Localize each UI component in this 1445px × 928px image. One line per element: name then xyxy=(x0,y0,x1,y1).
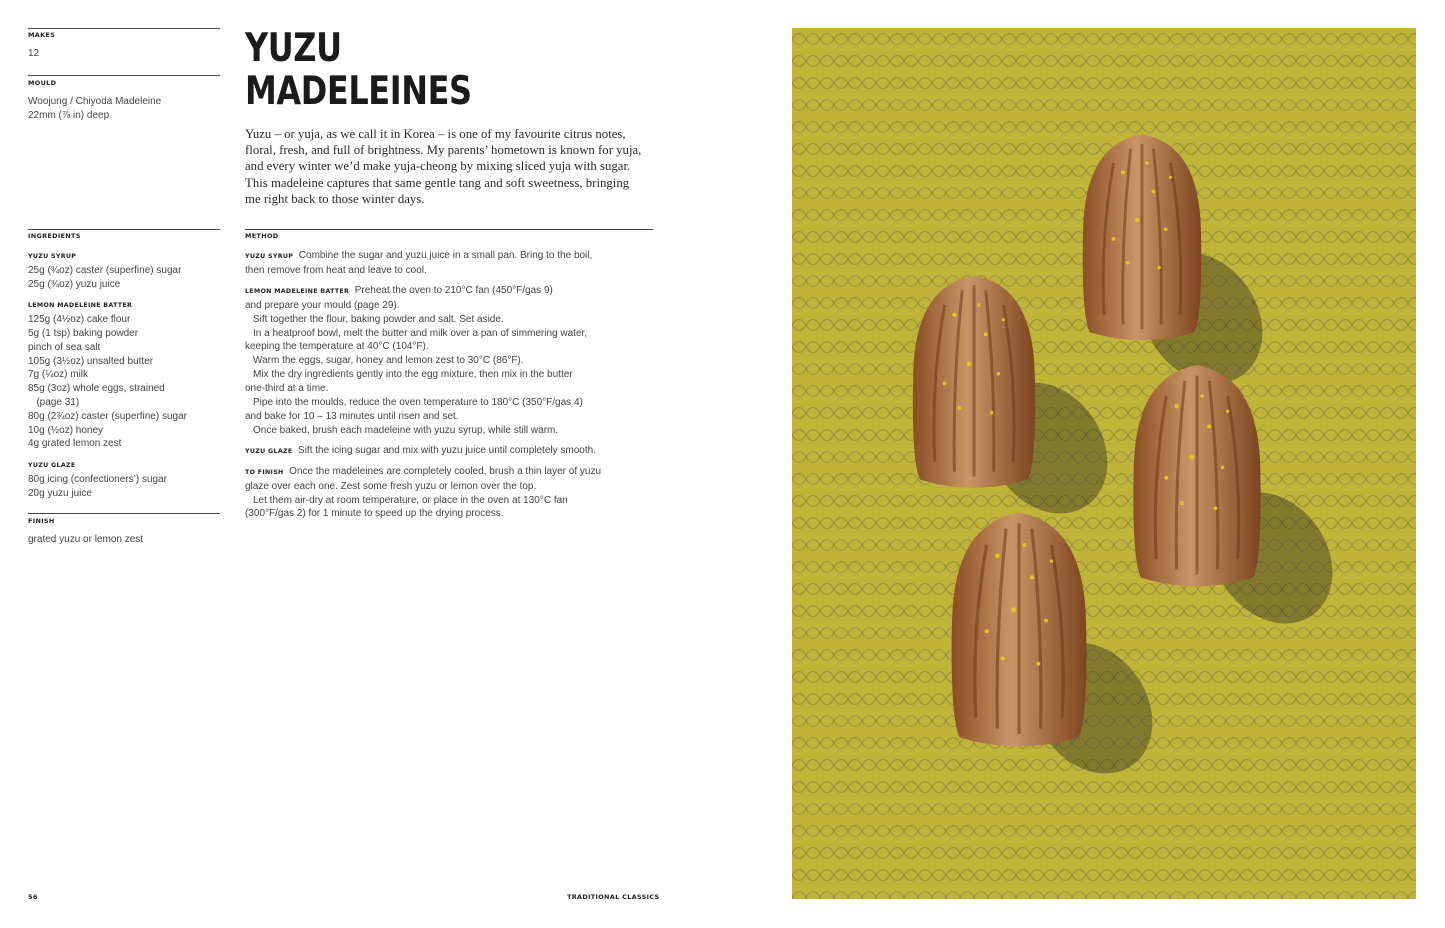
mould-rule xyxy=(28,75,220,76)
ingredient-section-label: YUZU GLAZE xyxy=(28,462,76,470)
step-text: Mix the dry ingredients gently into the egg mixture, then mix in the butter xyxy=(253,369,573,381)
ingredient-item: 5g (1 tsp) baking powder xyxy=(28,327,139,339)
step-label: TO FINISH xyxy=(245,468,284,476)
step-text: Combine the sugar and yuzu juice in a small pan. Bring to the boil, xyxy=(298,250,593,261)
step-text: Pipe into the moulds, reduce the oven temperature to 180°C (350°F/gas 4) xyxy=(253,397,583,409)
ingredient-item: pinch of sea salt xyxy=(28,341,101,353)
step-text: (300°F/gas 2) for 1 minute to speed up the drying process. xyxy=(245,508,504,520)
method-rule xyxy=(245,229,653,230)
step-text: Warm the eggs, sugar, honey and lemon zest to 30°C (86°F). xyxy=(253,355,524,367)
mould-line: Woojung / Chiyoda Madeleine xyxy=(28,96,162,107)
section-title: TRADITIONAL CLASSICS xyxy=(567,893,660,901)
ingredient-item: (page 31) xyxy=(28,396,80,408)
madeleine-left xyxy=(913,276,1035,488)
page-number: 56 xyxy=(28,893,38,901)
finish-heading: FINISH xyxy=(28,517,55,525)
method-steps xyxy=(245,249,655,527)
makes-value: 12 xyxy=(28,48,40,59)
ingredient-item: 4g grated lemon zest xyxy=(28,438,122,450)
method-heading: METHOD xyxy=(245,232,279,240)
finish-value: grated yuzu or lemon zest xyxy=(28,534,144,545)
method-step-syrup xyxy=(245,249,655,278)
madeleine-bottom xyxy=(952,513,1087,747)
intro-line: me right back to those winter days. xyxy=(245,191,425,206)
recipe-title xyxy=(245,27,472,113)
ingredient-item: 105g (3½oz) unsalted butter xyxy=(28,355,154,367)
step-text: Sift together the flour, baking powder and salt. Set aside. xyxy=(253,313,504,325)
intro-line: and every winter we’d make yuja-cheong by mixing sliced yuja with sugar. xyxy=(245,159,631,174)
method-step-glaze xyxy=(245,444,655,459)
step-text: Let them air-dry at room temperature, or place in the oven at 130°C fan xyxy=(253,494,568,506)
intro-line: floral, fresh, and full of brightness. My parents’ hometown is known for yuja, xyxy=(245,143,642,158)
madeleines-photo xyxy=(792,28,1416,899)
ingredient-section-label: YUZU SYRUP xyxy=(28,253,77,260)
ingredients-heading: INGREDIENTS xyxy=(28,232,81,240)
ingredient-item: 85g (3oz) whole eggs, strained xyxy=(28,383,165,395)
step-text: then remove from heat and leave to cool. xyxy=(245,264,427,276)
title-line: MADELEINES xyxy=(245,69,472,114)
ingredient-item: 125g (4½oz) cake flour xyxy=(28,314,131,326)
intro-paragraph xyxy=(245,126,665,207)
ingredient-item: 7g (¼oz) milk xyxy=(28,369,89,381)
mould-details xyxy=(28,95,161,123)
ingredient-item: 25g (¾oz) caster (superfine) sugar xyxy=(28,264,182,276)
madeleine-top xyxy=(1083,135,1201,341)
photo-illustration xyxy=(792,28,1416,899)
step-text: Sift the icing sugar and mix with yuzu juice until completely smooth. xyxy=(298,444,596,456)
step-text: and prepare your mould (page 29). xyxy=(245,299,400,311)
ingredient-item: 20g yuzu juice xyxy=(28,487,92,499)
ingredients-list xyxy=(28,250,220,501)
step-label: YUZU GLAZE xyxy=(245,447,293,455)
ingredient-item: 80g (2¾oz) caster (superfine) sugar xyxy=(28,410,187,422)
step-text: and bake for 10 – 13 minutes until risen and set. xyxy=(245,410,459,422)
step-text: one-third at a time. xyxy=(245,383,329,395)
ingredient-item: 25g (¾oz) yuzu juice xyxy=(28,278,121,290)
finish-rule xyxy=(28,513,220,514)
step-text: Once baked, brush each madeleine with yuzu syrup, while still warm. xyxy=(253,424,559,436)
step-label: YUZU SYRUP xyxy=(245,253,294,260)
madeleine-right xyxy=(1133,365,1260,586)
ingredient-item: 80g icing (confectioners’) sugar xyxy=(28,473,167,485)
method-step-finish xyxy=(245,465,655,522)
step-text: In a heatproof bowl, melt the butter and milk over a pan of simmering water, xyxy=(253,327,588,339)
intro-line: This madeleine captures that same gentle tang and soft sweetness, bringing xyxy=(245,175,630,190)
method-step-batter xyxy=(245,284,655,438)
step-text: glaze over each one. Zest some fresh yuzu or lemon over the top. xyxy=(245,480,537,492)
ingredient-section-label: LEMON MADELEINE BATTER xyxy=(28,302,133,310)
step-text: Once the madeleines are completely cooled, brush a thin layer of yuzu xyxy=(289,465,602,477)
step-text: Preheat the oven to 210°C fan (450°F/gas 9) xyxy=(354,284,553,296)
mould-heading: MOULD xyxy=(28,79,57,87)
title-line: YUZU xyxy=(245,26,342,71)
ingredient-item: 10g (½oz) honey xyxy=(28,424,104,436)
mould-line: 22mm (⅞ in) deep xyxy=(28,109,110,121)
ingredients-rule xyxy=(28,229,220,230)
makes-heading: MAKES xyxy=(28,31,56,39)
step-text: keeping the temperature at 40°C (104°F). xyxy=(245,341,429,353)
step-label: LEMON MADELEINE BATTER xyxy=(245,287,350,295)
makes-rule xyxy=(28,28,220,29)
intro-line: Yuzu – or yuja, as we call it in Korea – is one of my favourite citrus notes, xyxy=(245,127,626,141)
